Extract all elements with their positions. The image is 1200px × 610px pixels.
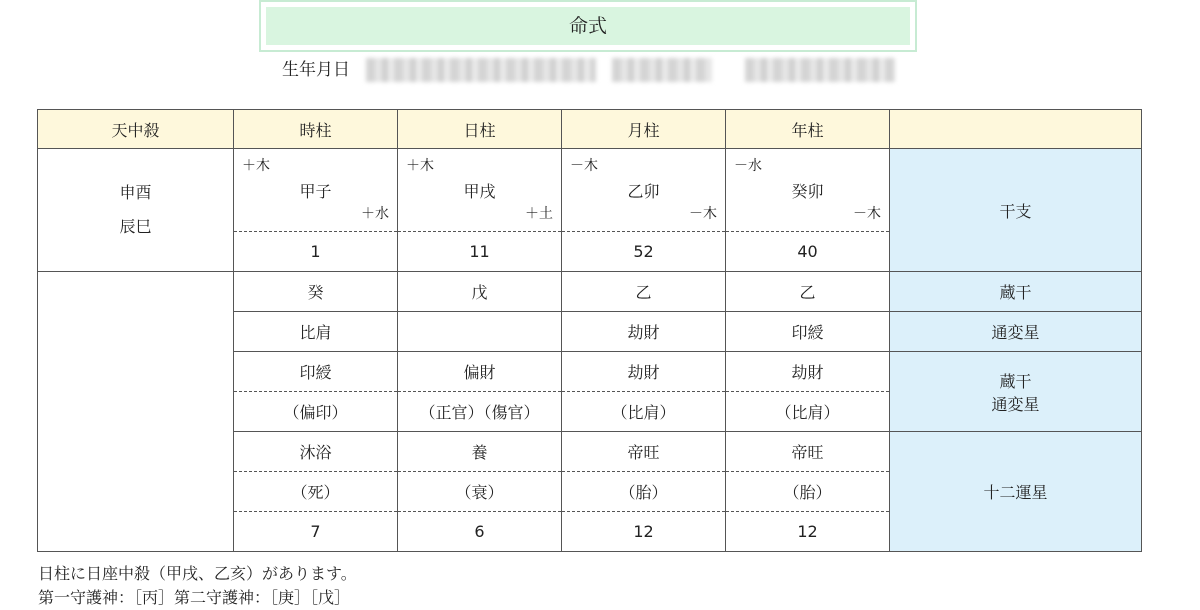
juniunsei-cell: 養 xyxy=(398,432,562,472)
juniunsei-num-cell: 12 xyxy=(562,512,726,552)
tenchusatsu-value: 申酉 xyxy=(119,183,152,202)
pillar-number: 11 xyxy=(398,232,562,272)
header-row xyxy=(38,110,1142,149)
juniunsei-num-cell: 12 xyxy=(726,512,890,552)
tsuhensei-cell: 印綬 xyxy=(726,312,890,352)
pillar-number: 1 xyxy=(234,232,398,272)
note-nichiza-chusatsu: 日柱に日座中殺（甲戌、乙亥）があります。 xyxy=(38,564,357,583)
header-hour-pillar: 時柱 xyxy=(234,110,398,149)
label-zoukan: 蔵干 xyxy=(890,272,1142,312)
branch-element: －木 xyxy=(689,206,717,222)
juniunsei-cell: 帝旺 xyxy=(726,432,890,472)
kanshi-value: 甲戌 xyxy=(463,182,496,201)
zoukan-cell: 乙 xyxy=(562,272,726,312)
zoukan-tsuhensei-sub-cell: （正官）（傷官） xyxy=(398,392,562,432)
meishiki-table xyxy=(37,109,1142,552)
zoukan-tsuhensei-cell: 印綬 xyxy=(234,352,398,392)
juniunsei-sub-cell: （胎） xyxy=(562,472,726,512)
note-guardian-gods: 第一守護神：［丙］第二守護神：［庚］［戊］ xyxy=(38,588,351,607)
birthdate-label: 生年月日 xyxy=(282,60,350,80)
tenchusatsu-cell xyxy=(38,149,234,272)
kanshi-value: 甲子 xyxy=(299,182,332,201)
zoukan-tsuhensei-cell: 劫財 xyxy=(562,352,726,392)
branch-element: ＋水 xyxy=(361,206,389,222)
juniunsei-num-cell: 6 xyxy=(398,512,562,552)
birthdate-redacted xyxy=(612,58,712,82)
tenchusatsu-value: 辰巳 xyxy=(119,217,152,236)
tsuhensei-cell: 比肩 xyxy=(234,312,398,352)
kanshi-value: 乙卯 xyxy=(627,182,660,201)
branch-element: －木 xyxy=(853,206,881,222)
label-juniunsei: 十二運星 xyxy=(890,432,1142,552)
tsuhensei-cell: 劫財 xyxy=(562,312,726,352)
juniunsei-sub-cell: （衰） xyxy=(398,472,562,512)
header-tenchusatsu: 天中殺 xyxy=(38,110,234,149)
stem-element: ＋木 xyxy=(406,158,434,174)
pillar-day xyxy=(398,149,562,232)
label-zoukan-tsuhensei xyxy=(890,352,1142,432)
label-line: 通変星 xyxy=(991,394,1040,414)
zoukan-tsuhensei-cell: 劫財 xyxy=(726,352,890,392)
pillar-number: 40 xyxy=(726,232,890,272)
zoukan-tsuhensei-sub-cell: （偏印） xyxy=(234,392,398,432)
header-year-pillar: 年柱 xyxy=(726,110,890,149)
stem-element: －木 xyxy=(570,158,598,174)
label-kanshi: 干支 xyxy=(890,149,1142,272)
tsuhensei-cell xyxy=(398,312,562,352)
juniunsei-num-cell: 7 xyxy=(234,512,398,552)
zoukan-row xyxy=(38,272,1142,312)
stem-element: ＋木 xyxy=(242,158,270,174)
juniunsei-cell: 沐浴 xyxy=(234,432,398,472)
pillar-hour xyxy=(234,149,398,232)
empty-left-cell xyxy=(38,272,234,552)
zoukan-tsuhensei-sub-cell: （比肩） xyxy=(726,392,890,432)
juniunsei-cell: 帝旺 xyxy=(562,432,726,472)
label-tsuhensei: 通変星 xyxy=(890,312,1142,352)
page-title: 命式 xyxy=(266,7,910,45)
title-box xyxy=(259,0,917,52)
kanshi-value: 癸卯 xyxy=(791,182,824,201)
kanshi-row xyxy=(38,149,1142,232)
juniunsei-sub-cell: （死） xyxy=(234,472,398,512)
notes-section xyxy=(38,562,357,610)
pillar-year xyxy=(726,149,890,232)
label-line: 蔵干 xyxy=(999,371,1032,391)
header-day-pillar: 日柱 xyxy=(398,110,562,149)
header-month-pillar: 月柱 xyxy=(562,110,726,149)
header-label-blank xyxy=(890,110,1142,149)
juniunsei-sub-cell: （胎） xyxy=(726,472,890,512)
branch-element: ＋土 xyxy=(525,206,553,222)
zoukan-cell: 乙 xyxy=(726,272,890,312)
birthdate-redacted xyxy=(366,58,596,82)
pillar-number: 52 xyxy=(562,232,726,272)
zoukan-cell: 戊 xyxy=(398,272,562,312)
birthdate-redacted xyxy=(745,58,895,82)
zoukan-tsuhensei-sub-cell: （比肩） xyxy=(562,392,726,432)
zoukan-tsuhensei-cell: 偏財 xyxy=(398,352,562,392)
stem-element: －水 xyxy=(734,158,762,174)
zoukan-cell: 癸 xyxy=(234,272,398,312)
pillar-month xyxy=(562,149,726,232)
